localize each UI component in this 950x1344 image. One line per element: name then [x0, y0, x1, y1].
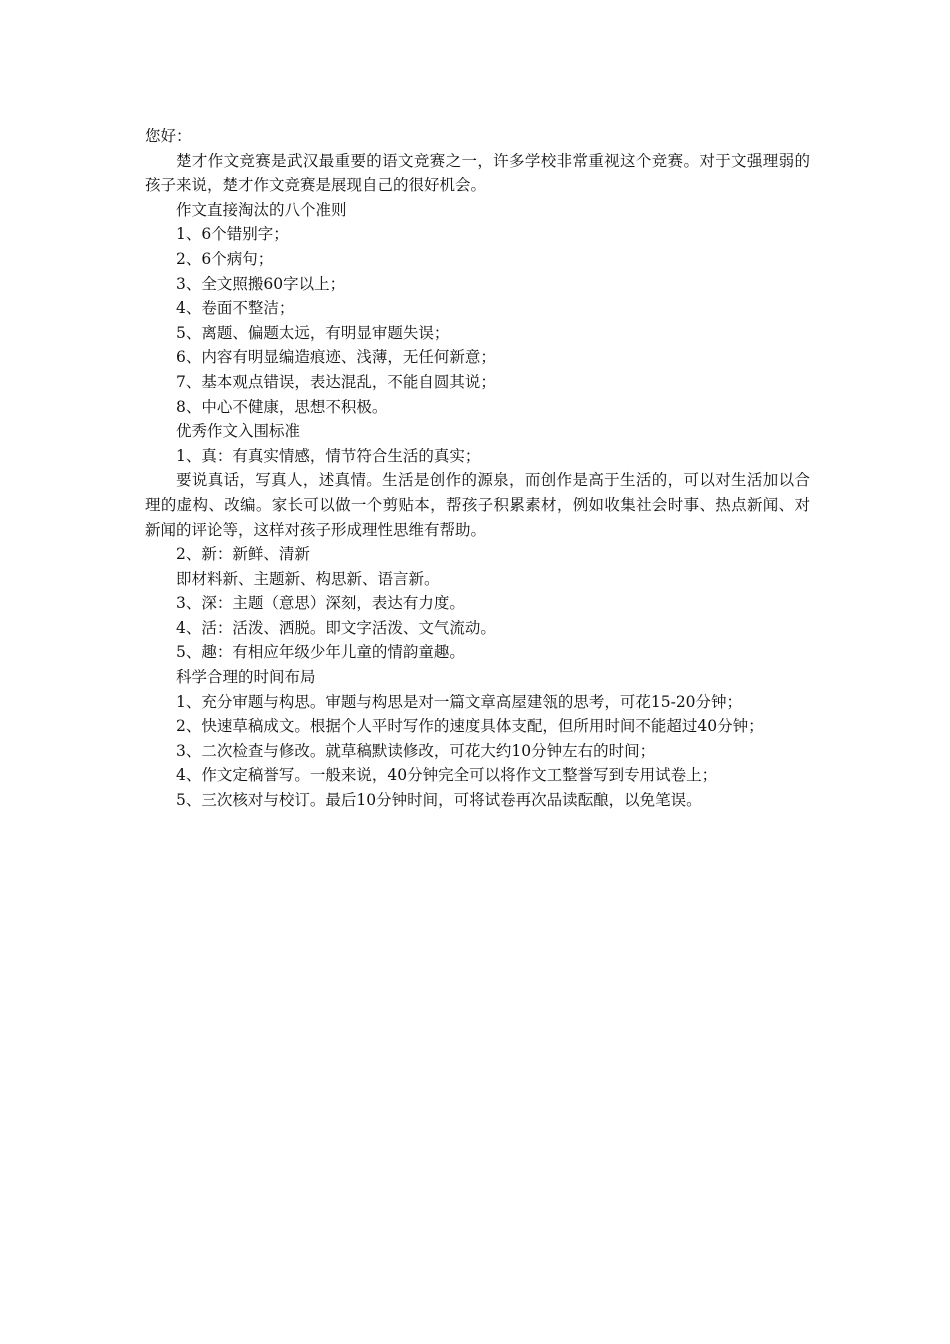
list-item-detail: 即材料新、主题新、构思新、语言新。	[176, 569, 440, 588]
list-item: 5、离题、偏题太远，有明显审题失误；	[176, 323, 450, 342]
list-item: 1、6个错别字；	[176, 225, 289, 244]
list-item: 2、6个病句；	[176, 249, 274, 268]
greeting: 您好：	[145, 127, 192, 145]
section-heading-excellent: 优秀作文入围标准	[176, 422, 301, 441]
list-item: 5、三次核对与校订。最后10分钟时间，可将试卷再次品读酝酿，以免笔误。	[176, 791, 702, 810]
list-item: 2、新：新鲜、清新	[176, 545, 310, 564]
list-item: 1、充分审题与构思。审题与构思是对一篇文章高屋建瓴的思考，可花15-20分钟；	[176, 692, 743, 711]
list-item: 8、中心不健康，思想不积极。	[176, 397, 388, 416]
document-page	[145, 124, 810, 813]
section-heading-time: 科学合理的时间布局	[176, 668, 316, 687]
list-item: 4、作文定稿誉写。一般来说，40分钟完全可以将作文工整誉写到专用试卷上；	[176, 766, 718, 785]
list-item: 1、真：有真实情感，情节符合生活的真实；	[176, 446, 481, 465]
list-item: 6、内容有明显编造痕迹、浅薄，无任何新意；	[176, 348, 496, 367]
list-item: 4、卷面不整洁；	[176, 299, 295, 318]
list-item: 3、深：主题（意思）深刻，表达有力度。	[176, 594, 465, 613]
section-heading-elimination: 作文直接淘汰的八个准则	[176, 200, 347, 219]
list-item-detail: 要说真话，写真人，述真情。生活是创作的源泉，而创作是高于生活的，可以对生活加以合理的虚构、改编。家长可以做一个剪贴本，帮孩子积累素材，例如收集社会时事、热点新闻、对新闻的评论等，这样对孩子形成理性思维有帮助。	[145, 471, 810, 539]
list-item: 7、基本观点错误，表达混乱，不能自圆其说；	[176, 372, 496, 391]
list-item: 3、二次检查与修改。就草稿默读修改，可花大约10分钟左右的时间；	[176, 741, 656, 760]
list-item: 5、趣：有相应年级少年儿童的情韵童趣。	[176, 643, 465, 662]
list-item: 3、全文照搬60字以上；	[176, 274, 346, 293]
list-item: 4、活：活泼、洒脱。即文字活泼、文气流动。	[176, 618, 496, 637]
intro-paragraph: 楚才作文竞赛是武汉最重要的语文竞赛之一，许多学校非常重视这个竞赛。对于文强理弱的孩子来说，楚才作文竞赛是展现自己的很好机会。	[145, 151, 810, 195]
list-item: 2、快速草稿成文。根据个人平时写作的速度具体支配，但所用时间不能超过40分钟；	[176, 717, 764, 736]
